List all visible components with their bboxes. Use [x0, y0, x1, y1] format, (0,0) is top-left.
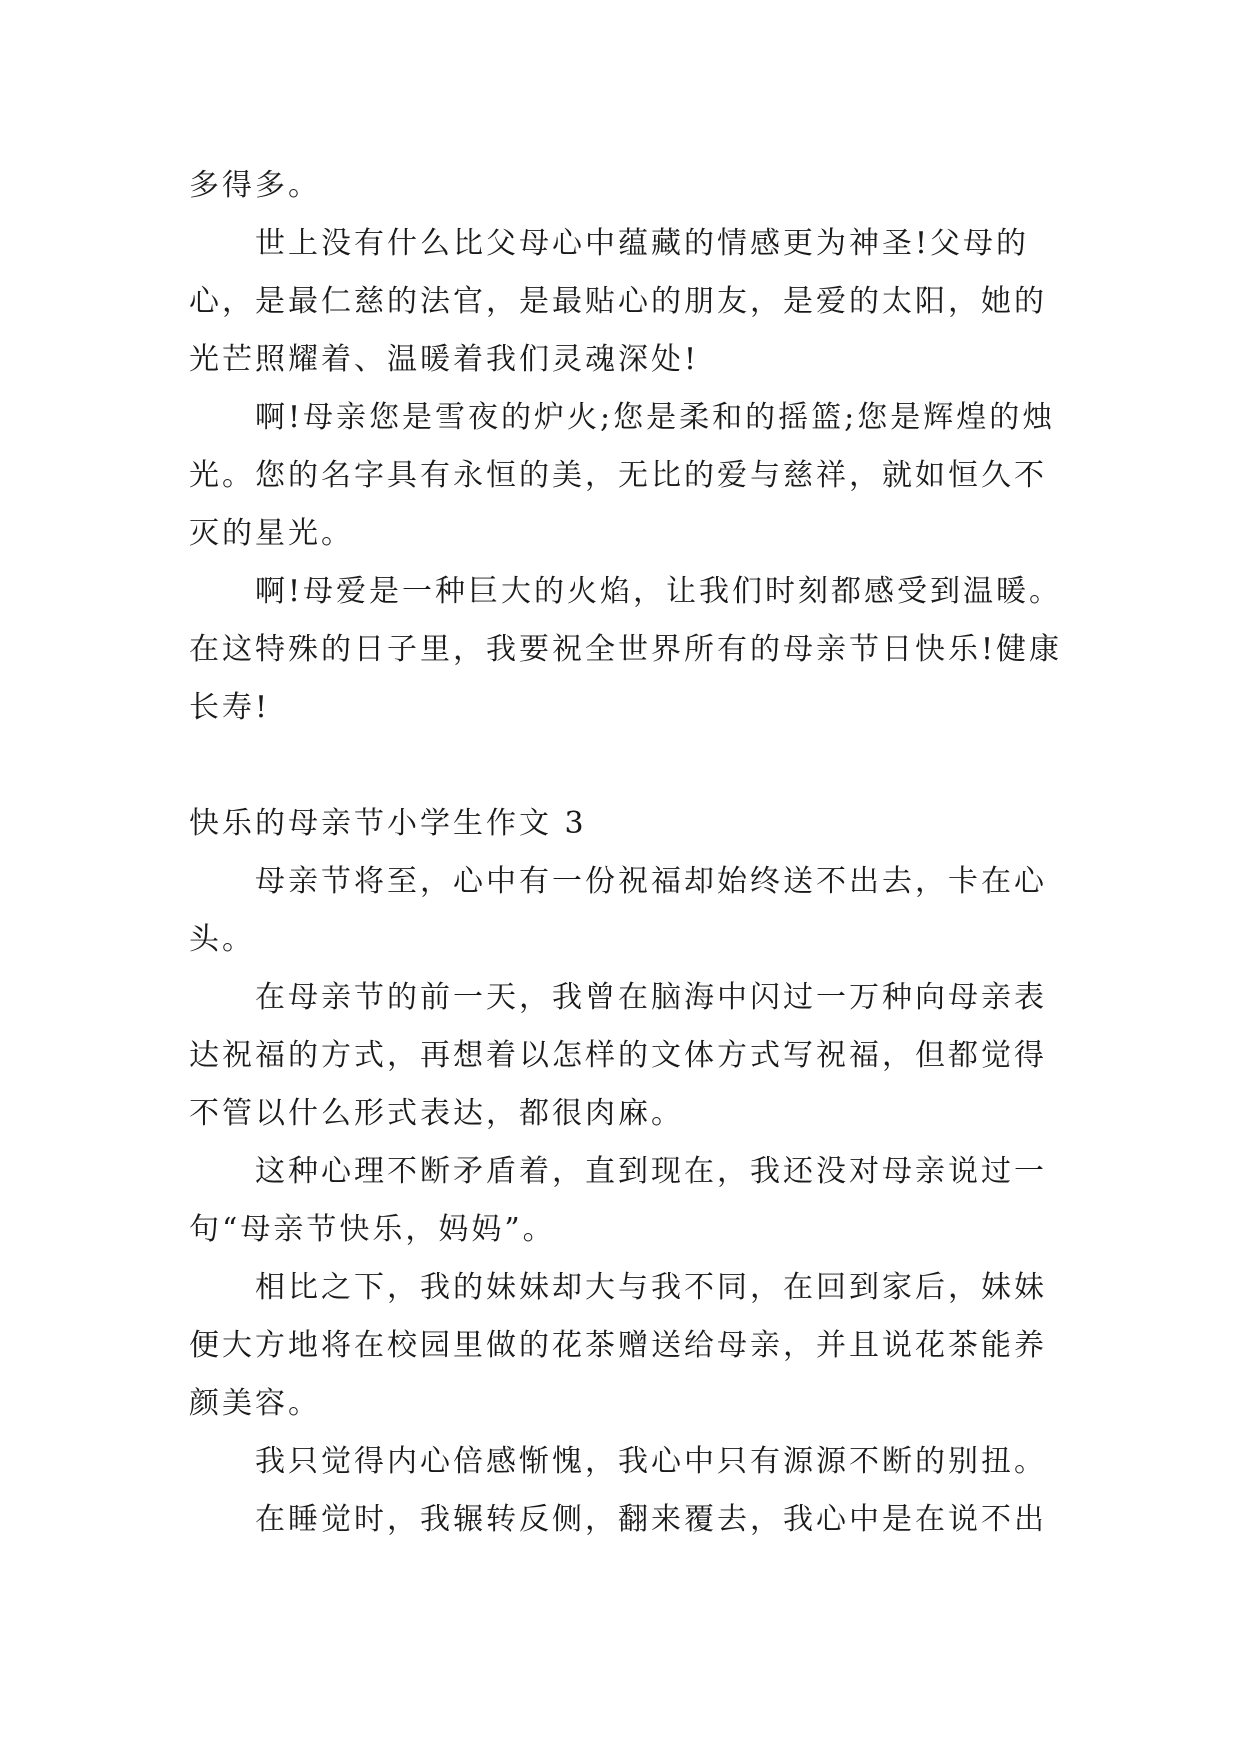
document-body: [189, 157, 1069, 1549]
paragraph: 我只觉得内心倍感惭愧，我心中只有源源不断的别扭。: [255, 1444, 1047, 1479]
paragraph: 母亲节将至，心中有一份祝福却始终送不出去，卡在心头。: [189, 864, 1047, 957]
opening-line: 多得多。: [189, 168, 321, 203]
paragraph: 在睡觉时，我辗转反侧，翻来覆去，我心中是在说不出: [255, 1502, 1047, 1537]
paragraph: 相比之下，我的妹妹却大与我不同，在回到家后，妹妹便大方地将在校园里做的花茶赠送给母亲，并且说花茶能养颜美容。: [189, 1270, 1047, 1421]
paragraph: 世上没有什么比父母心中蕴藏的情感更为神圣!父母的心，是最仁慈的法官，是最贴心的朋友，是爱的太阳，她的光芒照耀着、温暖着我们灵魂深处!: [189, 226, 1047, 377]
paragraph: 啊!母亲您是雪夜的炉火;您是柔和的摇篮;您是辉煌的烛光。您的名字具有永恒的美，无比的爱与慈祥，就如恒久不灭的星光。: [189, 400, 1056, 551]
paragraph: 啊!母爱是一种巨大的火焰，让我们时刻都感受到温暖。在这特殊的日子里，我要祝全世界所有的母亲节日快乐!健康长寿!: [189, 574, 1063, 725]
paragraph: 这种心理不断矛盾着，直到现在，我还没对母亲说过一句“母亲节快乐，妈妈”。: [189, 1154, 1047, 1247]
section-title: 快乐的母亲节小学生作文 3: [189, 806, 587, 841]
paragraph: 在母亲节的前一天，我曾在脑海中闪过一万种向母亲表达祝福的方式，再想着以怎样的文体方式写祝福，但都觉得不管以什么形式表达，都很肉麻。: [189, 980, 1047, 1131]
